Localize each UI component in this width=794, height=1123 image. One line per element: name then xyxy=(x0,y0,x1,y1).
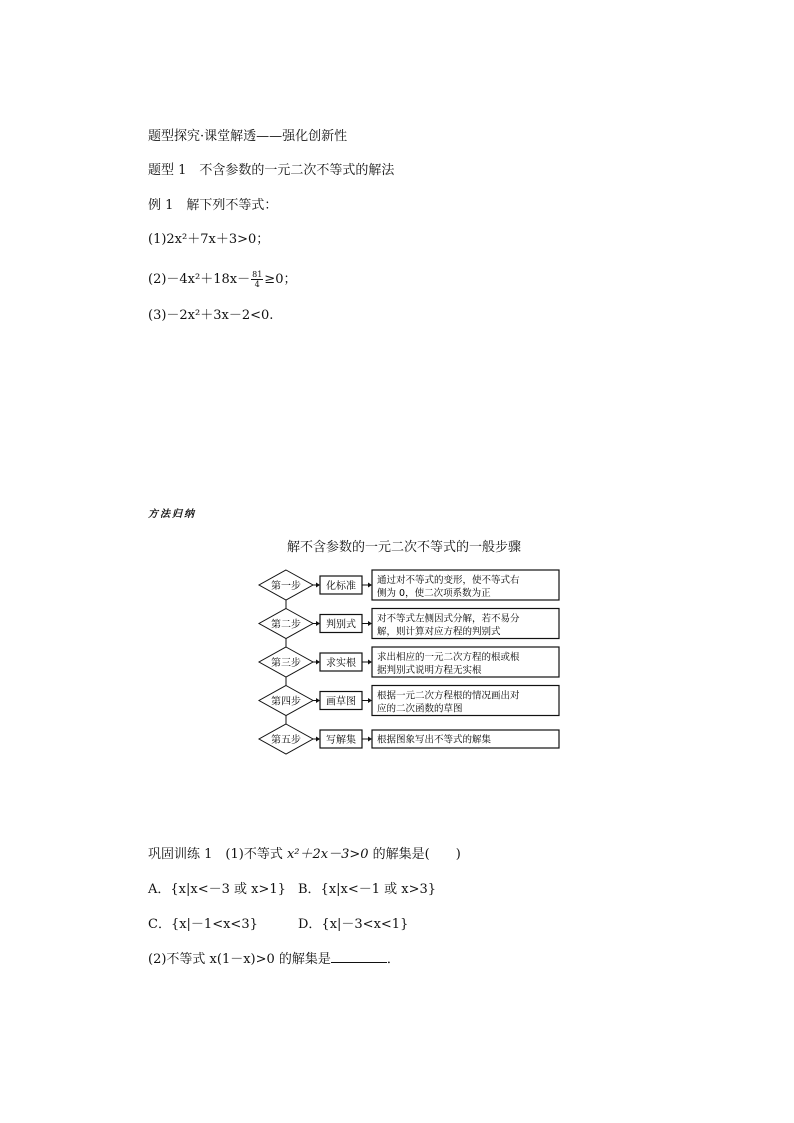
option-b[interactable]: B．{x|x<－1 或 x>3} xyxy=(298,882,437,897)
arrow-head xyxy=(368,621,372,626)
step-description-line-2: 应的二次函数的草图 xyxy=(377,703,463,715)
step-number-label: 第三步 xyxy=(271,658,301,669)
step-description-line-1: 求出相应的一元二次方程的根或根 xyxy=(377,652,520,663)
option-c[interactable]: C．{x|－1<x<3} xyxy=(148,917,258,932)
step-description-line-1: 根据图象写出不等式的解集 xyxy=(377,734,492,746)
arrow-head xyxy=(368,737,372,742)
q1-prefix: 巩固训练 1 (1)不等式 xyxy=(148,847,287,862)
fraction-numerator: 81 xyxy=(252,270,263,279)
step-description-line-1: 根据一元二次方程根的情况画出对 xyxy=(377,690,520,702)
problem-2 xyxy=(148,270,296,289)
arrow-head xyxy=(316,660,320,665)
option-a[interactable]: A．{x|x<－3 或 x>1} xyxy=(148,882,286,897)
arrow-head xyxy=(368,583,372,588)
step-description-line-2: 侧为 0，使二次项系数为正 xyxy=(377,588,491,599)
q2-suffix: ． xyxy=(386,952,400,967)
answer-blank[interactable] xyxy=(331,950,387,963)
arrow-head xyxy=(368,698,372,703)
step-description-line-2: 解，则计算对应方程的判别式 xyxy=(377,626,501,638)
q1-expression: x²＋2x－3>0 xyxy=(286,847,369,862)
problem-2-prefix: (2)－4x²＋18x－ xyxy=(148,272,251,287)
step-name-label: 化标准 xyxy=(326,581,356,592)
step-description-line-2: 据判别式说明方程无实根 xyxy=(377,665,482,676)
step-description-line-1: 通过对不等式的变形，使不等式右 xyxy=(377,575,520,586)
arrow-head xyxy=(316,737,320,742)
problem-1: (1)2x²＋7x＋3>0； xyxy=(148,232,270,247)
problem-2-suffix: ≥0； xyxy=(264,272,297,287)
step-number-label: 第五步 xyxy=(271,735,301,746)
fraction xyxy=(251,270,263,289)
option-d[interactable]: D．{x|－3<x<1} xyxy=(298,917,409,932)
step-name-label: 判别式 xyxy=(326,619,356,631)
method-label: 方法归纳 xyxy=(148,509,196,520)
exercise-question-1 xyxy=(148,846,461,864)
q1-suffix: 的解集是( ) xyxy=(368,847,461,862)
arrow-head xyxy=(316,583,320,588)
arrow-head xyxy=(316,621,320,626)
exercise-question-2 xyxy=(148,950,400,969)
arrow-head xyxy=(316,698,320,703)
section-title: 题型探究·课堂解透——强化创新性 xyxy=(148,129,348,144)
step-name-label: 求实根 xyxy=(326,658,356,669)
fraction-denominator: 4 xyxy=(254,280,260,289)
example-label: 例 1 解下列不等式： xyxy=(148,198,278,213)
step-name-label: 写解集 xyxy=(326,735,356,746)
step-name-label: 画草图 xyxy=(326,696,356,708)
arrow-head xyxy=(368,660,372,665)
step-number-label: 第一步 xyxy=(271,581,301,592)
flowchart-title: 解不含参数的一元二次不等式的一般步骤 xyxy=(287,540,522,555)
topic-heading: 题型 1 不含参数的一元二次不等式的解法 xyxy=(148,163,395,178)
q2-prefix: (2)不等式 x(1－x)>0 的解集是 xyxy=(148,952,331,967)
step-description-line-1: 对不等式左侧因式分解，若不易分 xyxy=(377,613,520,625)
problem-3: (3)－2x²＋3x－2<0. xyxy=(148,308,274,323)
step-number-label: 第二步 xyxy=(271,619,301,631)
step-number-label: 第四步 xyxy=(271,696,301,708)
flowchart xyxy=(255,568,565,760)
